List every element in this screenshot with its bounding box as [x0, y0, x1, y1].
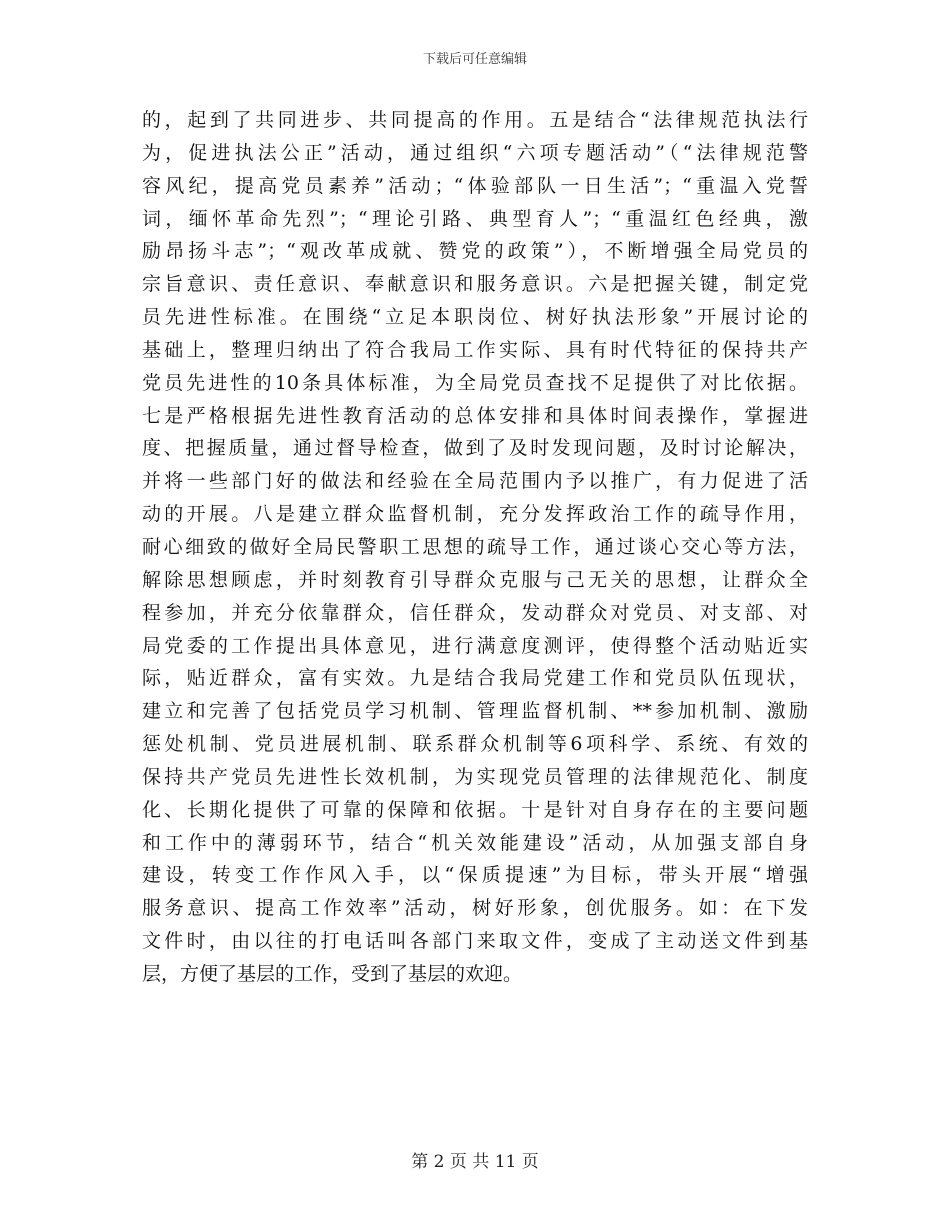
body-line: 局党委的工作提出具体意见，进行满意度测评，使得整个活动贴近实 [142, 634, 808, 657]
body-line: 党员先进性的10条具体标准，为全局党员查找不足提供了对比依据。 [142, 371, 808, 394]
body-line: 宗旨意识、责任意识、奉献意识和服务意识。六是把握关键，制定党 [142, 273, 808, 296]
body-line: 建设，转变工作作风入手，以“保质提速”为目标，带头开展“增强 [142, 864, 808, 887]
body-line: 程参加，并充分依靠群众，信任群众，发动群众对党员、对支部、对 [142, 601, 808, 624]
body-line: 解除思想顾虑，并时刻教育引导群众克服与己无关的思想，让群众全 [142, 568, 808, 591]
body-line: 为，促进执法公正”活动，通过组织“六项专题活动”（“法律规范警 [142, 141, 808, 164]
body-line: 层，方便了基层的工作，受到了基层的欢迎。 [142, 962, 523, 985]
body-line: 惩处机制、党员进展机制、联系群众机制等6项科学、系统、有效的 [142, 733, 808, 756]
body-line: 词，缅怀革命先烈”；“理论引路、典型育人”；“重温红色经典，激 [142, 207, 808, 230]
body-line: 耐心细致的做好全局民警职工思想的疏导工作，通过谈心交心等方法， [142, 535, 808, 558]
body-line: 服务意识、提高工作效率”活动，树好形象，创优服务。如：在下发 [142, 897, 808, 920]
body-line: 基础上，整理归纳出了符合我局工作实际、具有时代特征的保持共产 [142, 338, 808, 361]
body-line: 励昂扬斗志”；“观改革成就、赞党的政策”），不断增强全局党员的 [142, 240, 808, 263]
document-body [142, 104, 808, 991]
body-line: 并将一些部门好的做法和经验在全局范围内予以推广，有力促进了活 [142, 470, 808, 493]
body-line: 和工作中的薄弱环节，结合“机关效能建设”活动，从加强支部自身 [142, 831, 808, 854]
page-number-footer: 第 2 页 共 11 页 [411, 1152, 539, 1172]
body-line: 度、把握质量，通过督导检查，做到了及时发现问题，及时讨论解决， [142, 437, 808, 460]
body-line: 建立和完善了包括党员学习机制、管理监督机制、**参加机制、激励 [142, 700, 808, 723]
body-line: 容风纪，提高党员素养”活动；“体验部队一日生活”；“重温入党誓 [142, 174, 808, 197]
body-line: 动的开展。八是建立群众监督机制，充分发挥政治工作的疏导作用， [142, 503, 808, 526]
body-line: 的，起到了共同进步、共同提高的作用。五是结合“法律规范执法行 [142, 109, 808, 131]
body-line: 员先进性标准。在围绕“立足本职岗位、树好执法形象”开展讨论的 [142, 306, 808, 329]
body-line: 际，贴近群众，富有实效。九是结合我局党建工作和党员队伍现状， [142, 667, 808, 690]
body-line: 七是严格根据先进性教育活动的总体安排和具体时间表操作，掌握进 [142, 404, 808, 427]
page-header: 下载后可任意编辑 [422, 52, 527, 67]
body-line: 保持共产党员先进性长效机制，为实现党员管理的法律规范化、制度 [142, 765, 808, 788]
body-line: 化、长期化提供了可靠的保障和依据。十是针对自身存在的主要问题 [142, 798, 808, 821]
body-line: 文件时，由以往的打电话叫各部门来取文件，变成了主动送文件到基 [142, 930, 808, 953]
